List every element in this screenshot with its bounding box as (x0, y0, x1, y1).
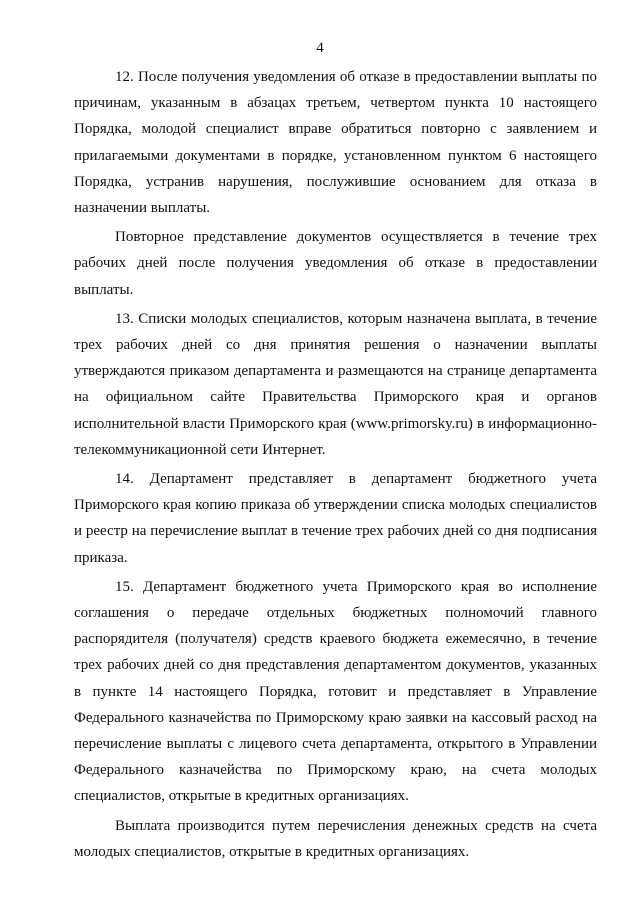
paragraph-14: 14. Департамент представляет в департамент бюджетного учета Приморского края копию приказа об утверждении списка молодых специалистов и реестр на перечисление выплат в течение трех рабочих дней со дня подписания приказа. (74, 471, 597, 566)
document-body (74, 64, 597, 867)
paragraph-13: 13. Списки молодых специалистов, которым назначена выплата, в течение трех рабочих дней со дня принятия решения о назначении выплаты утверждаются приказом департамента и размещаются на странице департамента на официальном сайте Правительства Приморского края и органов исполнительной власти Приморского края (www.primorsky.ru) в информационно-телекоммуникационной сети Интернет. (74, 310, 597, 458)
paragraph-15-payment: Выплата производится путем перечисления денежных средств на счета молодых специалистов, открытые в кредитных организациях. (74, 817, 597, 860)
paragraph-12-resubmission: Повторное представление документов осуществляется в течение трех рабочих дней после получения уведомления об отказе в предоставлении выплаты. (74, 229, 597, 298)
page-number: 4 (316, 40, 324, 56)
paragraph-15: 15. Департамент бюджетного учета Приморского края во исполнение соглашения о передаче отдельных бюджетных полномочий главного распорядителя (получателя) средств краевого бюджета ежемесячно, в течение трех рабочих дней со дня представления департаментом документов, указанных в пункте 14 настоящего Порядка, готовит и представляет в Управление Федерального казначейства по Приморскому краю заявки на кассовый расход на перечисление выплаты с лицевого счета департамента, открытого в Управлении Федерального казначейства по Приморскому краю, на счета молодых специалистов, открытые в кредитных организациях. (74, 578, 597, 805)
paragraph-12: 12. После получения уведомления об отказе в предоставлении выплаты по причинам, указанным в абзацах третьем, четвертом пункта 10 настоящего Порядка, молодой специалист вправе обратиться повторно с заявлением и прилагаемыми документами в порядке, установленном пунктом 6 настоящего Порядка, устранив нарушения, послужившие основанием для отказа в назначении выплаты. (74, 69, 597, 217)
